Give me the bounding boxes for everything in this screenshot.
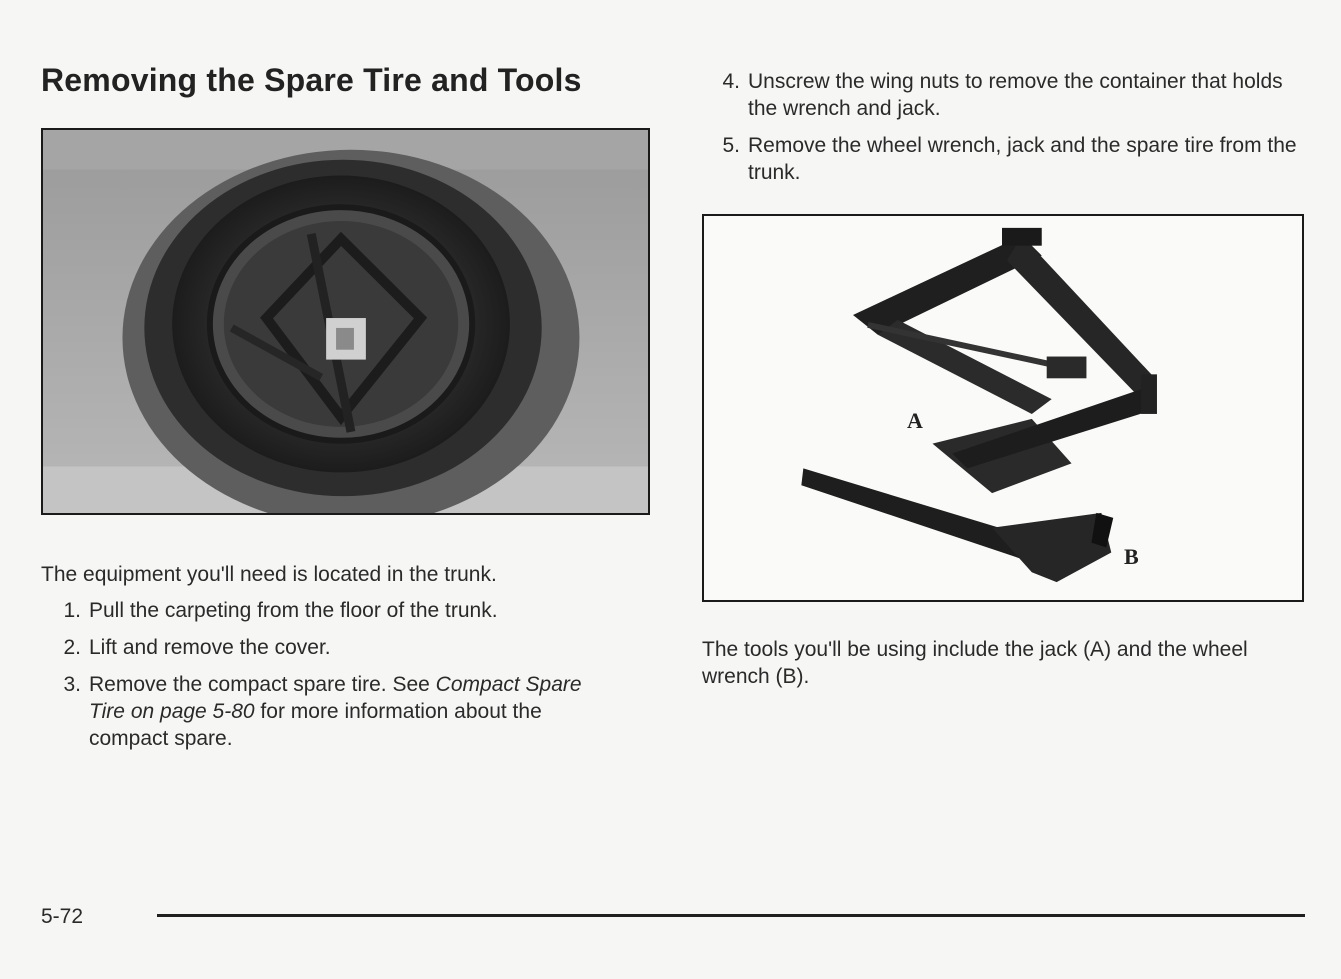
step-number: 4. xyxy=(722,70,740,93)
step-number: 1. xyxy=(63,599,81,622)
step-item xyxy=(41,597,621,624)
step-item xyxy=(702,132,1312,186)
step-item xyxy=(41,671,621,752)
step-text: Pull the carpeting from the floor of the trunk. xyxy=(89,599,498,622)
step-text-before: Remove the compact spare tire. See xyxy=(89,673,436,696)
step-number: 5. xyxy=(722,134,740,157)
steps-list-left xyxy=(41,597,621,762)
step-text: Unscrew the wing nuts to remove the container that holds the wrench and jack. xyxy=(748,70,1283,120)
step-text: Lift and remove the cover. xyxy=(89,636,331,659)
callout-label-a: A xyxy=(907,408,923,433)
jack-wrench-figure xyxy=(702,214,1304,602)
page-title: Removing the Spare Tire and Tools xyxy=(41,62,582,98)
step-number: 2. xyxy=(63,636,81,659)
step-text-after: for more information about the compact spare. xyxy=(89,700,542,750)
figure-caption: The tools you'll be using include the jack (A) and the wheel wrench (B). xyxy=(702,638,1248,688)
footer-divider xyxy=(157,914,1305,917)
page-number: 5-72 xyxy=(41,905,84,928)
steps-list-right xyxy=(702,68,1312,196)
step-number: 3. xyxy=(63,673,81,696)
step-item xyxy=(702,68,1312,122)
spare-tire-trunk-photo xyxy=(41,128,650,515)
step-text xyxy=(89,671,621,752)
jack-wrench-illustration xyxy=(704,216,1302,600)
cross-reference-link[interactable]: Compact Spare Tire on page 5-80 xyxy=(89,673,582,723)
intro-text: The equipment you'll need is located in the trunk. xyxy=(41,563,497,586)
step-text: Remove the wheel wrench, jack and the spare tire from the trunk. xyxy=(748,134,1297,184)
callout-label-b: B xyxy=(1124,544,1139,569)
step-item xyxy=(41,634,621,661)
